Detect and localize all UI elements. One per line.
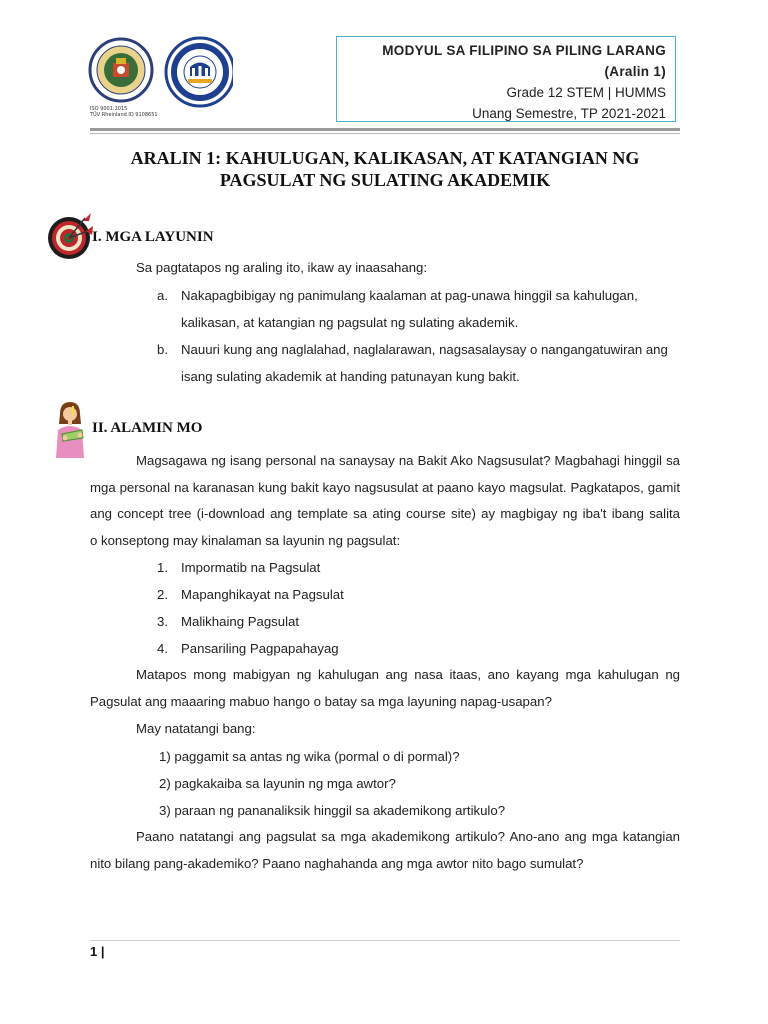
list-marker: b. [157,342,168,357]
grade-strand: Grade 12 STEM | HUMMS [506,85,666,100]
question-item: 1) paggamit sa antas ng wika (pormal o di pormal)? [159,749,460,764]
list-item-line: Nakapagbibigay ng panimulang kaalaman at pag-unawa hinggil sa kahulugan, [181,288,638,303]
reading-woman-icon [50,400,92,460]
list-number: 1. [157,560,168,575]
paragraph-line: ang concept tree (i-download ang template sa ating course site) ay magbigay ng iba't ibang salita [90,506,680,521]
list-item-line: Nauuri kung ang naglalahad, naglalarawan, nagsasalaysay o nangangatuwiran ang [181,342,668,357]
paragraph-line: Pagsulat ang maaaring mabuo hango o batay sa mga layuning napag-usapan? [90,693,552,709]
paragraph-line: Magsagawa ng isang personal na sanaysay na Bakit Ako Nagsusulat? Magbahagi hinggil sa [136,453,680,468]
alamin-paragraph-4 [90,824,680,877]
lesson-title-line1: ARALIN 1: KAHULUGAN, KALIKASAN, AT KATANGIAN NG [130,148,640,168]
footer-rule [90,940,680,941]
question-item: 2) pagkakaiba sa layunin ng mga awtor? [159,776,396,791]
list-marker: a. [157,288,168,303]
list-item-text: Impormatib na Pagsulat [181,560,321,575]
section-heading-alamin: II. ALAMIN MO [92,420,203,436]
alamin-paragraph-3: May natatangi bang: [136,721,256,736]
list-item-text: Malikhaing Pagsulat [181,614,300,629]
question-item: 3) paraan ng pananaliksik hinggil sa akademikong artikulo? [159,803,506,818]
alamin-paragraph-1 [90,448,680,554]
page-number: 1 | [90,944,105,959]
list-number: 2. [157,587,168,602]
header-rule [90,128,680,131]
semester: Unang Semestre, TP 2021-2021 [472,106,666,121]
paragraph-line: o konseptong may kinalaman sa layunin ng pagsulat: [90,532,401,548]
section-heading-layunin: I. MGA LAYUNIN [92,229,214,245]
module-title: MODYUL SA FILIPINO SA PILING LARANG [382,43,666,58]
list-item-text: Pansariling Pagpapahayag [181,641,339,656]
layunin-intro: Sa pagtatapos ng araling ito, ikaw ay inaasahang: [136,260,428,275]
header-rule-thin [90,133,680,134]
list-item [157,336,679,390]
module-header-box [336,36,676,122]
iso-caption: ISO 9001:2015 [90,106,128,112]
paragraph-line: Matapos mong mabigyan ng kahulugan ang nasa itaas, ano kayang mga kahulugan ng [136,667,680,682]
guide-questions [159,743,505,824]
dartboard-icon [47,209,93,261]
list-item-line: isang sulating akademik at handing patunayan kung bakit. [181,369,520,384]
paragraph-line: Paano natatangi ang pagsulat sa mga akademikong artikulo? Ano-ano ang mga katangian [136,829,680,844]
list-number: 4. [157,641,168,656]
list-number: 3. [157,614,168,629]
lesson-title [90,147,680,191]
purpose-list [157,554,457,662]
alamin-paragraph-2 [90,662,680,715]
list-item [157,282,679,336]
tuv-caption: TÜV Rheinland ID 9108651 [90,112,158,118]
paragraph-line: mga personal na karanasan kung bakit kayo nagsusulat at paano kayo magsulat. Pagkatapos, gamit [90,479,680,495]
paragraph-line: nito bilang pang-akademiko? Paano naghahanda ang mga awtor nito bago sumulat? [90,855,584,871]
lesson-title-line2: PAGSULAT NG SULATING AKADEMIK [219,170,551,190]
list-item-text: Mapanghikayat na Pagsulat [181,587,344,602]
lesson-ref: (Aralin 1) [604,64,666,79]
seal-caption [90,106,158,118]
list-item-line: kalikasan, at katangian ng pagsulat ng sulating akademik. [181,315,519,330]
